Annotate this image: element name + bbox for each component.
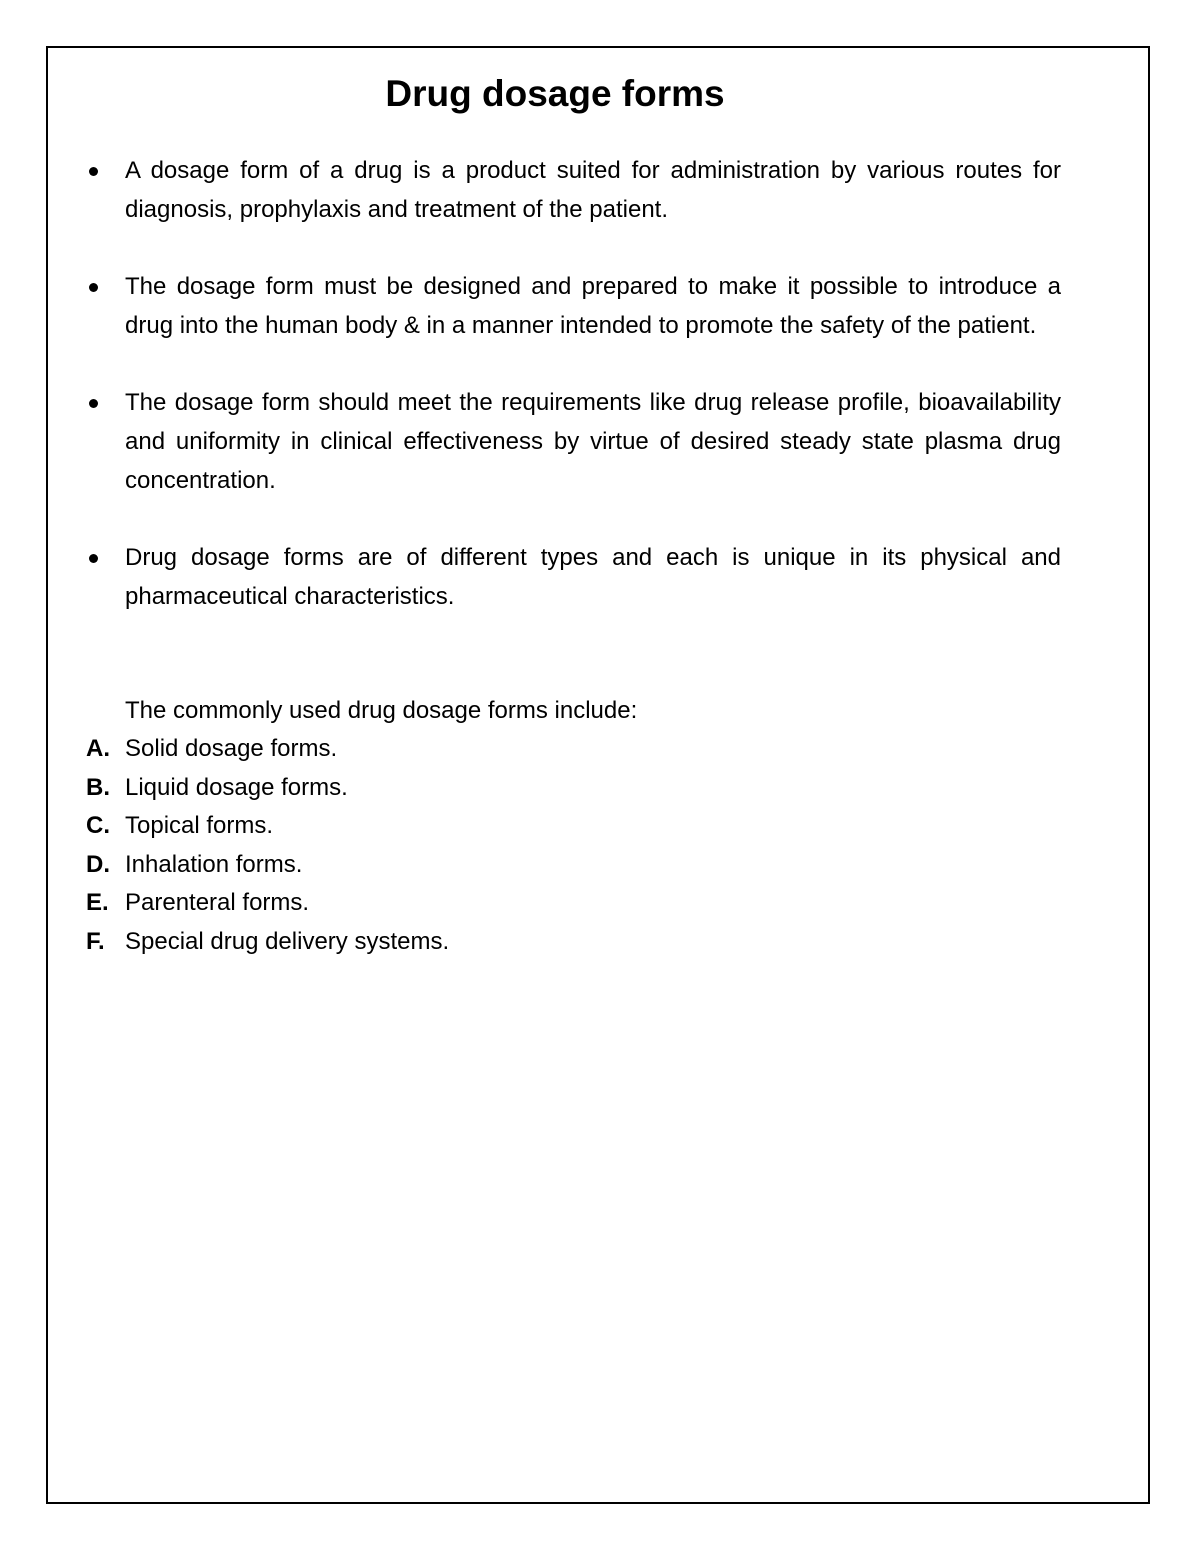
list-item-text: Special drug delivery systems. bbox=[125, 927, 450, 955]
bullet-text: The dosage form should meet the requirements like drug release profile, bioavailability and uniformity in clinical effectiveness by virtue of desired steady state plasma drug concentration. bbox=[125, 389, 1061, 494]
dosage-forms-list bbox=[86, 730, 449, 961]
list-item bbox=[86, 807, 449, 846]
list-marker: F. bbox=[86, 927, 105, 955]
list-item-text: Inhalation forms. bbox=[125, 850, 303, 878]
list-item bbox=[86, 923, 449, 962]
forms-intro: The commonly used drug dosage forms include: bbox=[125, 697, 638, 724]
list-marker: E. bbox=[86, 889, 109, 916]
list-item-text: Liquid dosage forms. bbox=[125, 773, 348, 801]
list-item bbox=[86, 846, 449, 885]
bullet-point-icon bbox=[89, 554, 98, 563]
list-item-text: Topical forms. bbox=[125, 812, 274, 839]
list-item-text: Solid dosage forms. bbox=[125, 735, 338, 762]
bullet-item bbox=[86, 267, 1061, 345]
list-marker: B. bbox=[86, 773, 110, 801]
bullet-list bbox=[86, 151, 1061, 654]
list-marker: C. bbox=[86, 812, 110, 839]
page-title: Drug dosage forms bbox=[385, 73, 725, 114]
list-item bbox=[86, 769, 449, 808]
list-marker: D. bbox=[86, 850, 110, 878]
list-marker: A. bbox=[86, 735, 110, 762]
bullet-point-icon bbox=[89, 167, 98, 176]
bullet-point-icon bbox=[89, 283, 98, 292]
list-item bbox=[86, 730, 449, 769]
list-item bbox=[86, 884, 449, 923]
bullet-text: A dosage form of a drug is a product suited for administration by various routes for diagnosis, prophylaxis and treatment of the patient. bbox=[125, 157, 1061, 223]
bullet-text: The dosage form must be designed and prepared to make it possible to introduce a drug into the human body & in a manner intended to promote the safety of the patient. bbox=[125, 273, 1061, 339]
bullet-text: Drug dosage forms are of different types and each is unique in its physical and pharmaceutical characteristics. bbox=[125, 544, 1061, 610]
bullet-item bbox=[86, 538, 1061, 616]
bullet-item bbox=[86, 151, 1061, 229]
bullet-point-icon bbox=[89, 399, 98, 408]
bullet-item bbox=[86, 383, 1061, 500]
list-item-text: Parenteral forms. bbox=[125, 889, 310, 916]
